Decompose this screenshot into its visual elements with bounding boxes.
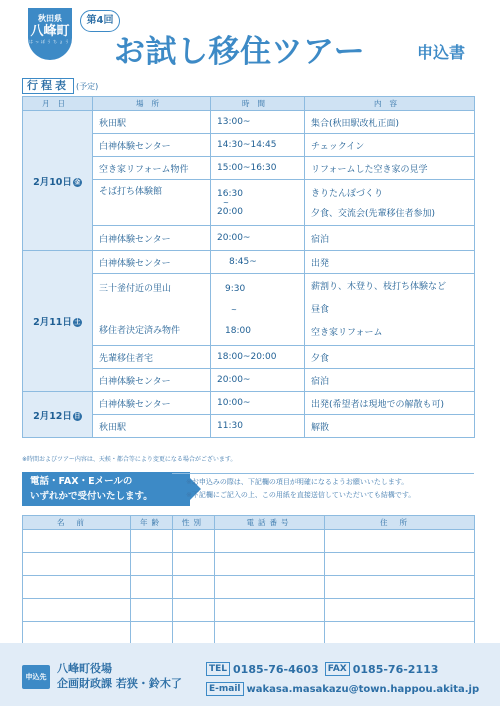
place-cell: 白神体験センター — [93, 392, 211, 415]
prefecture-label: 秋田県 — [38, 14, 62, 23]
schedule-header-row — [23, 97, 475, 111]
content-cell: 集合(秋田駅改札正面) — [305, 111, 475, 134]
weekday-badge: 日 — [74, 412, 81, 420]
date-text: 2月12日 — [33, 410, 72, 422]
form-blank-row — [23, 530, 475, 553]
place-line: 移住者決定済み物件 — [99, 325, 181, 336]
date-text: 2月10日 — [33, 176, 72, 188]
col-header-date: 月日 — [23, 97, 93, 111]
place-cell: 秋田駅 — [93, 111, 211, 134]
form-blank-row — [23, 553, 475, 576]
email-label: E-mail — [206, 682, 244, 696]
footer — [0, 643, 500, 706]
round-bubble: 第4回 — [80, 10, 120, 32]
time-cell: 15:00~16:30 — [211, 157, 305, 180]
place-cell: 白神体験センター — [93, 134, 211, 157]
application-notes — [186, 476, 415, 502]
content-cell — [305, 180, 475, 226]
content-cell: チェックイン — [305, 134, 475, 157]
time-end: 18:00 — [225, 325, 251, 336]
address-field[interactable] — [325, 576, 475, 599]
name-field[interactable] — [23, 599, 131, 622]
contact-info — [206, 659, 479, 699]
col-header-place: 場所 — [93, 97, 211, 111]
content-cell: 解散 — [305, 415, 475, 438]
phone-field[interactable] — [215, 553, 325, 576]
col-header-name: 名前 — [23, 516, 131, 530]
time-cell: 18:00~20:00 — [211, 346, 305, 369]
office-department: 企画財政課 若狭・鈴木了 — [57, 677, 182, 690]
gender-field[interactable] — [173, 576, 215, 599]
content-line: きりたんぽづくり — [311, 188, 384, 199]
gender-field[interactable] — [173, 622, 215, 645]
date-cell — [23, 251, 93, 392]
content-line: 薪割り、木登り、枝打ち体験など — [311, 281, 447, 292]
gender-field[interactable] — [173, 553, 215, 576]
application-method-line: 電話・FAX・Eメールの — [30, 476, 133, 487]
place-cell — [93, 274, 211, 346]
content-cell: 宿泊 — [305, 226, 475, 251]
name-field[interactable] — [23, 530, 131, 553]
phone-fax-line — [206, 659, 479, 679]
content-cell: 宿泊 — [305, 369, 475, 392]
tel-label: TEL — [206, 662, 230, 676]
form-blank-row — [23, 599, 475, 622]
application-note: ※下記欄にご記入の上、この用紙を直接送信していただいても結構です。 — [186, 491, 416, 499]
contact-badge: 申込先 — [22, 665, 50, 689]
content-cell: 出発(希望者は現地での解散も可) — [305, 392, 475, 415]
address-field[interactable] — [325, 553, 475, 576]
form-blank-row — [23, 622, 475, 645]
place-cell: そば打ち体験館 — [93, 180, 211, 226]
time-cell: 20:00~ — [211, 369, 305, 392]
schedule-heading-tag: 行程表 — [22, 78, 74, 94]
application-method-line: いずれかで受付いたします。 — [30, 491, 153, 502]
application-method-label — [22, 472, 190, 506]
town-reading: はっぽうちょう — [29, 39, 71, 44]
name-field[interactable] — [23, 553, 131, 576]
phone-field[interactable] — [215, 599, 325, 622]
col-header-age: 年齢 — [131, 516, 173, 530]
schedule-heading — [22, 78, 98, 94]
age-field[interactable] — [131, 530, 173, 553]
col-header-gender: 性別 — [173, 516, 215, 530]
age-field[interactable] — [131, 622, 173, 645]
email-address[interactable]: wakasa.masakazu@town.happou.akita.jp — [246, 683, 480, 695]
form-header-row — [23, 516, 475, 530]
tel-number[interactable]: 0185-76-4603 — [233, 662, 319, 676]
address-field[interactable] — [325, 599, 475, 622]
schedule-table — [22, 96, 475, 438]
place-cell: 秋田駅 — [93, 415, 211, 438]
phone-field[interactable] — [215, 622, 325, 645]
time-cell: 10:00~ — [211, 392, 305, 415]
table-row — [23, 251, 475, 274]
form-blank-row — [23, 576, 475, 599]
content-cell: 出発 — [305, 251, 475, 274]
time-cell — [211, 180, 305, 226]
time-cell: 14:30~14:45 — [211, 134, 305, 157]
time-range-tilde: ~ — [223, 198, 229, 207]
age-field[interactable] — [131, 576, 173, 599]
page-title: お試し移住ツアー — [114, 34, 366, 70]
content-cell — [305, 274, 475, 346]
table-row — [23, 392, 475, 415]
phone-field[interactable] — [215, 576, 325, 599]
time-end: 20:00 — [217, 206, 243, 217]
content-cell: リフォームした空き家の見学 — [305, 157, 475, 180]
place-cell: 白神体験センター — [93, 369, 211, 392]
content-line: 昼食 — [311, 304, 330, 315]
application-note: ※お申込みの際は、下記欄の項目が明確になるようお願いいたします。 — [186, 478, 409, 486]
table-row — [23, 111, 475, 134]
fax-label: FAX — [325, 662, 350, 676]
office-name: 八峰町役場 — [57, 662, 112, 675]
gender-field[interactable] — [173, 599, 215, 622]
col-header-content: 内容 — [305, 97, 475, 111]
page-subtitle: 申込書 — [417, 43, 466, 62]
weekday-badge: 金 — [74, 178, 81, 186]
fax-number[interactable]: 0185-76-2113 — [352, 662, 439, 676]
time-cell: 8:45~ — [211, 251, 305, 274]
town-logo-badge — [28, 8, 72, 60]
col-header-phone: 電話番号 — [215, 516, 325, 530]
gender-field[interactable] — [173, 530, 215, 553]
place-cell: 白神体験センター — [93, 226, 211, 251]
weekday-badge: 土 — [74, 319, 81, 326]
content-cell: 夕食 — [305, 346, 475, 369]
date-text: 2月11日 — [33, 317, 72, 328]
email-line — [206, 679, 479, 699]
col-header-address: 住所 — [325, 516, 475, 530]
date-cell — [23, 392, 93, 438]
col-header-time: 時間 — [211, 97, 305, 111]
address-field[interactable] — [325, 530, 475, 553]
time-cell: 20:00~ — [211, 226, 305, 251]
age-field[interactable] — [131, 553, 173, 576]
time-start: 9:30 — [225, 283, 246, 294]
time-start: 16:30 — [217, 188, 243, 199]
time-cell: 11:30 — [211, 415, 305, 438]
place-cell: 先輩移住者宅 — [93, 346, 211, 369]
age-field[interactable] — [131, 599, 173, 622]
name-field[interactable] — [23, 576, 131, 599]
town-name: 八峰町 — [30, 24, 70, 39]
office-info — [57, 661, 182, 691]
time-cell — [211, 274, 305, 346]
place-cell: 白神体験センター — [93, 251, 211, 274]
time-range-tilde: ~ — [231, 305, 237, 314]
application-form-table — [22, 515, 475, 645]
schedule-change-note: ※時間およびツアー内容は、天候・都合等により変更になる場合がございます。 — [22, 456, 237, 463]
schedule-heading-note: (予定) — [76, 81, 99, 91]
content-line: 空き家リフォーム — [311, 327, 383, 338]
place-cell: 空き家リフォーム物件 — [93, 157, 211, 180]
phone-field[interactable] — [215, 530, 325, 553]
date-cell — [23, 111, 93, 251]
time-cell: 13:00~ — [211, 111, 305, 134]
place-line: 三十釜付近の里山 — [99, 283, 172, 294]
content-line: 夕食、交流会(先輩移住者参加) — [311, 208, 436, 219]
address-field[interactable] — [325, 622, 475, 645]
name-field[interactable] — [23, 622, 131, 645]
